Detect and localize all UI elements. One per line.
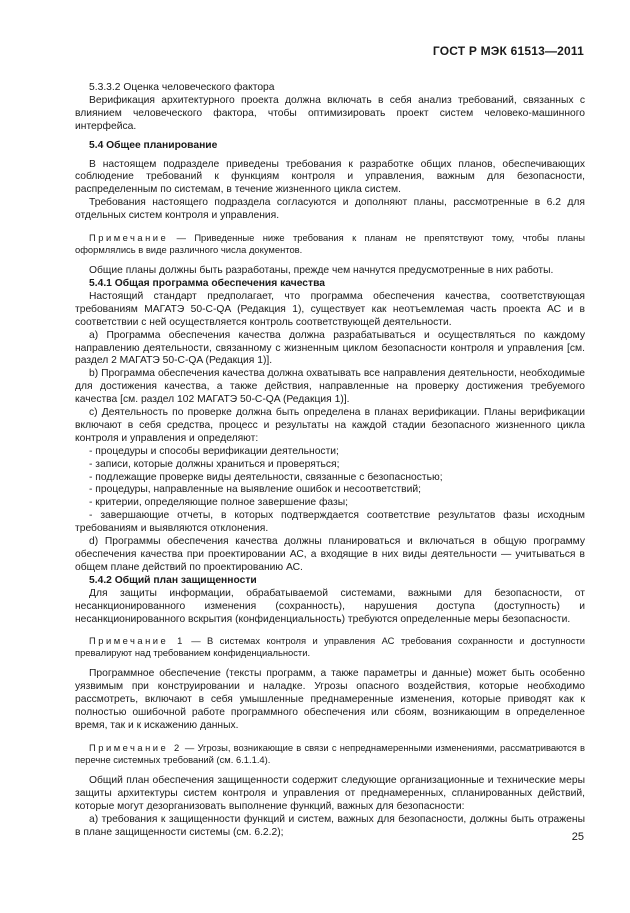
document-body xyxy=(75,82,585,840)
subsection-heading: 5.3.3.2 Оценка человеческого фактора xyxy=(89,82,275,93)
list-item: - подлежащие проверке виды деятельности, связанные с безопасностью; xyxy=(89,471,443,483)
list-item: с) Деятельность по проверке должна быть определена в планах верификации. Планы верификации включают в себя средства, процесс и результаты на каждой стадии безопасного жизненного цикла контроля и управления и определяют: xyxy=(75,407,585,444)
paragraph: Настоящий стандарт предполагает, что программа обеспечения качества, соответствующая требованиям МАГАТЭ 50-С-QA (Редакция 1), существует как неотъемлемая часть проекта АС и в соответствии с ней осуществляется контроль соответствующей деятельности. xyxy=(75,290,585,328)
section-heading: 5.4.1 Общая программа обеспечения качества xyxy=(89,277,325,289)
paragraph: В настоящем подразделе приведены требования к разработке общих планов, обеспечивающих соблюдение требований к функциям контроля и управления, важным для безопасности, распределенным по системам, в течение жизненного цикла систем. xyxy=(75,158,585,196)
note-text: — Приведенные ниже требования к планам не препятствуют тому, чтобы планы оформлялись в виде различного числа документов. xyxy=(75,232,585,256)
section-heading: 5.4.2 Общий план защищенности xyxy=(89,574,257,586)
paragraph: Программное обеспечение (тексты программ, а также параметры и данные) может быть особенно уязвимым при конструировании и наладке. Угрозы опасного воздействия, которые необходимо рассмотреть, включают в себя умышленные преднамеренные изменения, которые приводят как к полностью ошибочной работе программного обеспечения или сбоям, возникающим в определенное время, так и к искажению данных. xyxy=(75,668,585,732)
paragraph: Верификация архитектурного проекта должна включать в себя анализ требований, связанных с влиянием человеческого фактора, чтобы оптимизировать проект систем человеко-машинного интерфейса. xyxy=(75,94,585,132)
list-item: - записи, которые должны храниться и проверяться; xyxy=(89,458,340,470)
note xyxy=(75,232,585,256)
list-item: - критерии, определяющие полное завершение фазы; xyxy=(89,497,349,509)
list-item: - процедуры, направленные на выявление ошибок и несоответствий; xyxy=(89,484,421,496)
document-header: ГОСТ Р МЭК 61513—2011 xyxy=(432,44,584,58)
note-text: — Угрозы, возникающие в связи с непреднамеренными изменениями, рассматриваются в перечне системных требований (см. 6.1.1.4). xyxy=(75,741,586,765)
section-heading: 5.4 Общее планирование xyxy=(89,139,218,151)
list-item: d) Программы обеспечения качества должны планироваться и включаться в общую программу обеспечения качества при проектировании АС, а входящие в них виды деятельности — учитываться в общем плане действий по проектированию АС. xyxy=(75,536,585,573)
list-item: b) Программа обеспечения качества должна охватывать все направления деятельности, необходимые для достижения качества, а также действия, направленные на проверку достижения требуемого качества [см. раздел 102 МАГАТЭ 50-С-QA (Редакция 1)]. xyxy=(75,368,585,406)
note-text: — В системах контроля и управления АС требования сохранности и доступности превалируют над требованием конфиденциальности. xyxy=(75,635,585,659)
paragraph: Общий план обеспечения защищенности содержит следующие организационные и технические меры защиты архитектуры систем контроля и управления от преднамеренных, спланированных действий, которые могут дезорганизовать выполнение функций, важных для безопасности: xyxy=(75,774,585,812)
note-label: Примечание 1 xyxy=(89,635,185,647)
list-item: а) Программа обеспечения качества должна разрабатываться и осуществляться по каждому направлению деятельности, связанному с жизненным циклом безопасности контроля и управления [см. раздел 2 МАГАТЭ 50-С-QA (Редакция 1)]. xyxy=(75,329,585,367)
list-item: - завершающие отчеты, в которых подтверждается соответствие результатов фазы исходным требованиям и выявляются отклонения. xyxy=(75,510,585,535)
page-number: 25 xyxy=(571,831,584,843)
list-item: - процедуры и способы верификации деятельности; xyxy=(89,445,339,457)
paragraph: Общие планы должны быть разработаны, прежде чем начнутся предусмотренные в них работы. xyxy=(89,265,554,277)
paragraph: Требования настоящего подраздела согласуются и дополняют планы, рассмотренные в 6.2 для отдельных систем контроля и управления. xyxy=(75,197,585,222)
note xyxy=(75,635,585,659)
note xyxy=(75,742,585,766)
note-label: Примечание 2 xyxy=(89,741,182,753)
note-label: Примечание xyxy=(89,232,169,244)
list-item: а) требования к защищенности функций и систем, важных для безопасности, должны быть отражены в плане защищенности системы (см. 6.2.2); xyxy=(75,813,585,838)
paragraph: Для защиты информации, обрабатываемой системами, важными для безопасности, от несанкционированного изменения (сохранность), нарушения доступа (доступность) и несанкционированного вскрытия (конфиденциальность) требуются определенные меры безопасности. xyxy=(75,587,585,625)
